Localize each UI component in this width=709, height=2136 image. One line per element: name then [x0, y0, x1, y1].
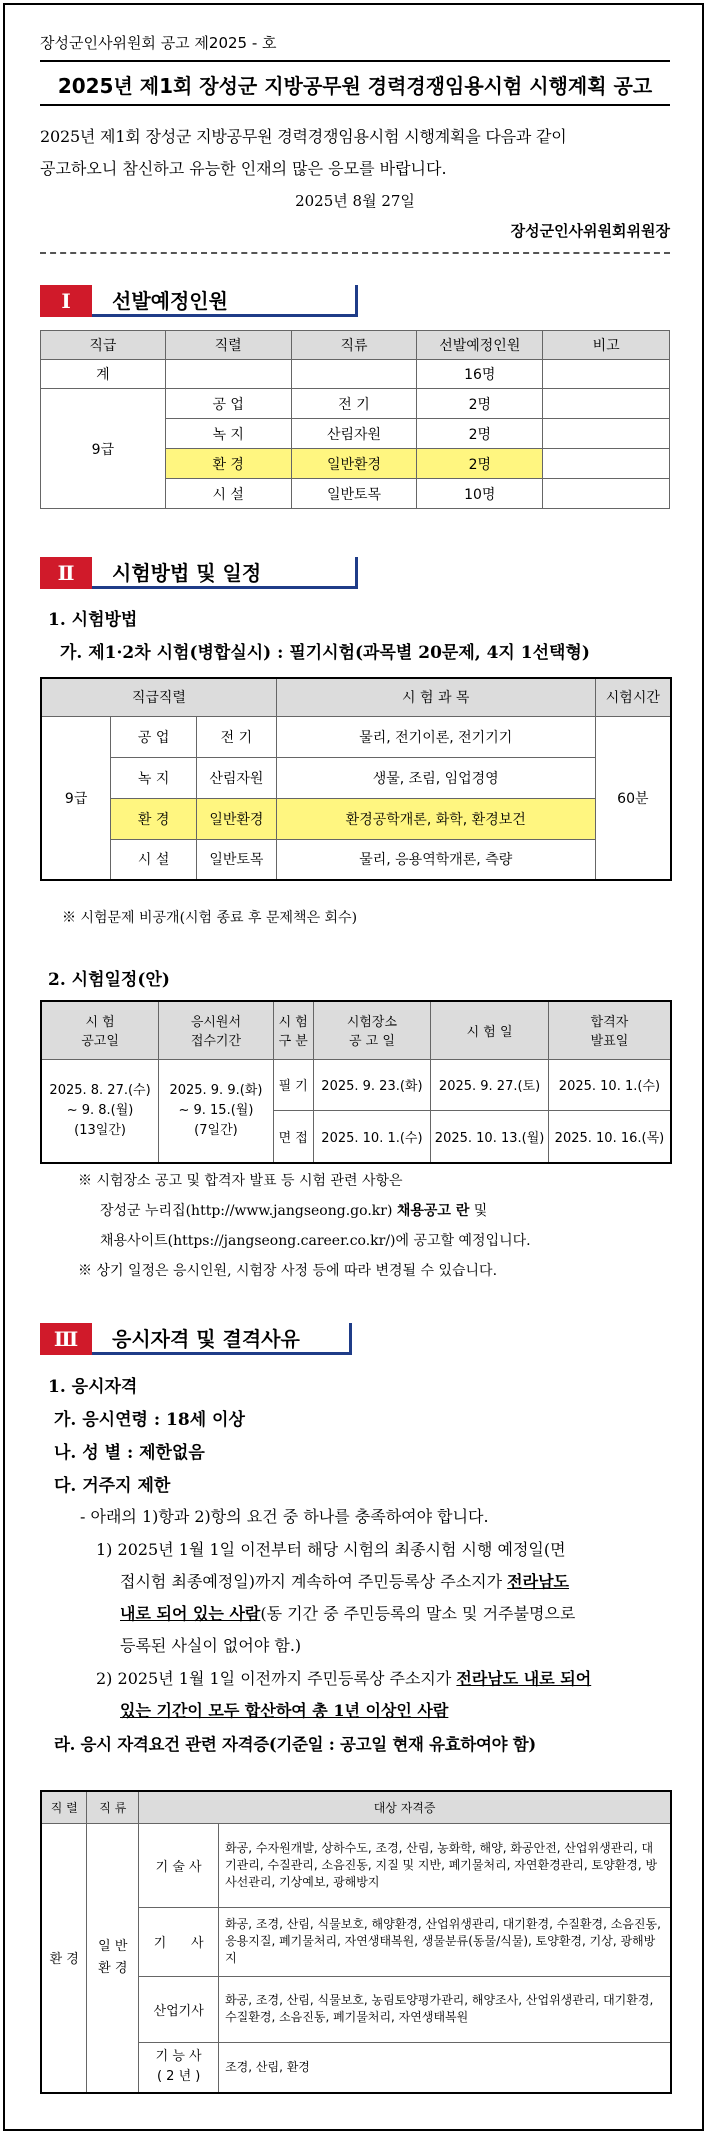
eligibility-certificates: 라. 응시 자격요건 관련 자격증(기준일 : 공고일 현재 유효하여야 함): [54, 1735, 536, 1754]
table-row: 환 경 일 반 환 경 기 술 사 화공, 수자원개발, 상하수도, 조경, 산림, 농화학, 해양, 화공안전, 산업위생관리, 대기관리, 수질관리, 소음진동, 지질 및 지반, 폐기물처리, 자연환경관리, 토양환경, 방사선관리, 기상예보, 광해방지: [41, 1823, 671, 1907]
table-row: 9급 공 업 전 기 2명: [41, 389, 670, 419]
series-cell: 환 경: [41, 1823, 87, 2093]
col-type: 직 류: [87, 1791, 139, 1823]
table-row: 기 능 사 ( 2 년 ) 조경, 산림, 환경: [41, 2042, 671, 2093]
grade-cell: 9급: [41, 389, 166, 509]
title-rule-bottom: [40, 104, 670, 106]
col-exam-time: 시험시간: [595, 678, 671, 716]
table-row: 산업기사 화공, 조경, 산림, 식물보호, 농림토양평가관리, 해양조사, 산업위생관리, 대기환경, 수질환경, 소음진동, 폐기물처리, 자연생태복원: [41, 1976, 671, 2042]
table-row: 시 설 일반토목 10명: [41, 479, 670, 509]
table-row: 시 설 일반토목 물리, 응용역학개론, 측량: [41, 839, 671, 880]
eligibility-heading: 1. 응시자격: [48, 1377, 138, 1397]
section-3-heading: [40, 1323, 352, 1355]
col-grade-series: 직급직렬: [41, 678, 276, 716]
col-venue-notice: 시험장소 공 고 일: [313, 1001, 431, 1059]
intro-line-2: 공고하오니 참신하고 유능한 인재의 많은 응모를 바랍니다.: [40, 159, 447, 178]
table-row: 녹 지 산림자원 생물, 조림, 임업경영: [41, 757, 671, 798]
residence-rule-1-line-1: 1) 2025년 1월 1일 이전부터 해당 시험의 최종시험 시행 예정일(면: [96, 1540, 566, 1559]
col-series: 직 렬: [41, 1791, 87, 1823]
table-row: 녹 지 산림자원 2명: [41, 419, 670, 449]
table-row: 2025. 8. 27.(수) ~ 9. 8.(월) (13일간) 2025. 9. 9.(화) ~ 9. 15.(월) (7일간) 필 기 2025. 9. 23.(화) 2025. 9. 27.(토) 2025. 10. 1.(수): [41, 1059, 671, 1110]
col-subjects: 시 험 과 목: [276, 678, 595, 716]
residence-rule-2-line-2: 있는 기간이 모두 합산하여 총 1년 이상인 사람: [120, 1701, 449, 1720]
notice-date: 2025년 8월 27일: [295, 192, 415, 210]
intro-line-1: 2025년 제1회 장성군 지방공무원 경력경쟁임용시험 시행계획을 다음과 같이: [40, 127, 567, 146]
col-grade: 직급: [41, 331, 166, 360]
schedule-note-2: ※ 상기 일정은 응시인원, 시험장 사정 등에 따라 변경될 수 있습니다.: [78, 1263, 498, 1279]
table-row-highlighted: 환 경 일반환경 2명: [41, 449, 670, 479]
exam-method-heading: 1. 시험방법: [48, 610, 138, 630]
certificates-table: [40, 1790, 672, 2094]
eligibility-age: 가. 응시연령 : 18세 이상: [54, 1410, 245, 1430]
exam-time-cell: 60분: [595, 716, 671, 880]
receipt-period-cell: 2025. 9. 9.(화) ~ 9. 15.(월) (7일간): [159, 1059, 274, 1163]
col-result-date: 합격자 발표일: [548, 1001, 671, 1059]
schedule-note-1: ※ 시험장소 공고 및 합격자 발표 등 시험 관련 사항은: [78, 1173, 403, 1189]
residence-intro: - 아래의 1)항과 2)항의 요건 중 하나를 충족하여야 합니다.: [80, 1507, 489, 1526]
residence-rule-2-line-1: 2) 2025년 1월 1일 이전까지 주민등록상 주소지가 전라남도 내로 되어: [96, 1669, 592, 1688]
col-exam-type: 시 험 구 분: [273, 1001, 313, 1059]
issuer: 장성군인사위원회위원장: [510, 222, 670, 240]
eligibility-residence: 다. 거주지 제한: [54, 1476, 171, 1496]
col-receipt-period: 응시원서 접수기간: [159, 1001, 274, 1059]
notice-number: 장성군인사위원회 공고 제2025 - 호: [40, 34, 277, 52]
col-notice-date: 시 험 공고일: [41, 1001, 159, 1059]
residence-rule-1-line-3: 내로 되어 있는 사람(동 기간 중 주민등록의 말소 및 거주불명으로: [120, 1604, 576, 1623]
residence-rule-1-line-2: 접시험 최종예정일)까지 계속하여 주민등록상 주소지가 전라남도: [120, 1572, 569, 1591]
section-1-title: 선발예정인원: [92, 285, 358, 317]
section-3-title: 응시자격 및 결격사유: [92, 1323, 352, 1355]
exam-subjects-table: [40, 677, 672, 881]
schedule-table: [40, 1000, 672, 1164]
col-exam-date: 시 험 일: [431, 1001, 549, 1059]
notice-title: 2025년 제1회 장성군 지방공무원 경력경쟁임용시험 시행계획 공고: [57, 74, 653, 98]
schedule-note-1-line-3: 채용사이트(https://jangseong.career.co.kr/)에 공고할 예정입니다.: [100, 1233, 531, 1249]
total-count: 16명: [417, 360, 543, 389]
header-dashed-divider: [40, 252, 670, 254]
section-2-title: 시험방법 및 일정: [92, 557, 358, 589]
schedule-note-1-line-2: 장성군 누리집(http://www.jangseong.go.kr) 채용공고 란 및: [100, 1203, 488, 1219]
residence-rule-1-line-4: 등록된 사실이 없어야 함.): [120, 1636, 302, 1655]
table-row: 기 사 화공, 조경, 산림, 식물보호, 해양환경, 산업위생관리, 대기환경, 수질환경, 소음진동, 응용지질, 폐기물처리, 자연생태복원, 생물분류(동물/식물), 토양환경, 기상, 광해방지: [41, 1907, 671, 1976]
exam-method-desc: 가. 제1·2차 시험(병합실시) : 필기시험(과목별 20문제, 4지 1선택형): [60, 643, 590, 663]
col-certificates: 대상 자격증: [139, 1791, 671, 1823]
total-row: [41, 360, 670, 389]
type-cell: 일 반 환 경: [87, 1823, 139, 2093]
col-remark: 비고: [543, 331, 670, 360]
section-2-number: Ⅱ: [40, 557, 92, 589]
section-1-number: Ⅰ: [40, 285, 92, 317]
table-row-highlighted: 환 경 일반환경 환경공학개론, 화학, 환경보건: [41, 798, 671, 839]
notice-period-cell: 2025. 8. 27.(수) ~ 9. 8.(월) (13일간): [41, 1059, 159, 1163]
total-label: 계: [41, 360, 166, 389]
table-row: 면 접 2025. 10. 1.(수) 2025. 10. 13.(월) 2025. 10. 16.(목): [41, 1110, 671, 1163]
section-1-heading: [40, 285, 358, 317]
grade-cell: 9급: [41, 716, 111, 880]
col-type: 직류: [291, 331, 417, 360]
col-count: 선발예정인원: [417, 331, 543, 360]
section-3-number: Ⅲ: [40, 1323, 92, 1355]
title-rule-top: [40, 60, 670, 62]
schedule-heading: 2. 시험일정(안): [48, 970, 170, 990]
section-2-heading: [40, 557, 358, 589]
eligibility-gender: 나. 성 별 : 제한없음: [54, 1443, 205, 1463]
col-series: 직렬: [165, 331, 291, 360]
table-row: 9급 공 업 전 기 물리, 전기이론, 전기기기 60분: [41, 716, 671, 757]
selection-table: [40, 330, 670, 509]
exam-note: ※ 시험문제 비공개(시험 종료 후 문제책은 회수): [62, 910, 358, 926]
